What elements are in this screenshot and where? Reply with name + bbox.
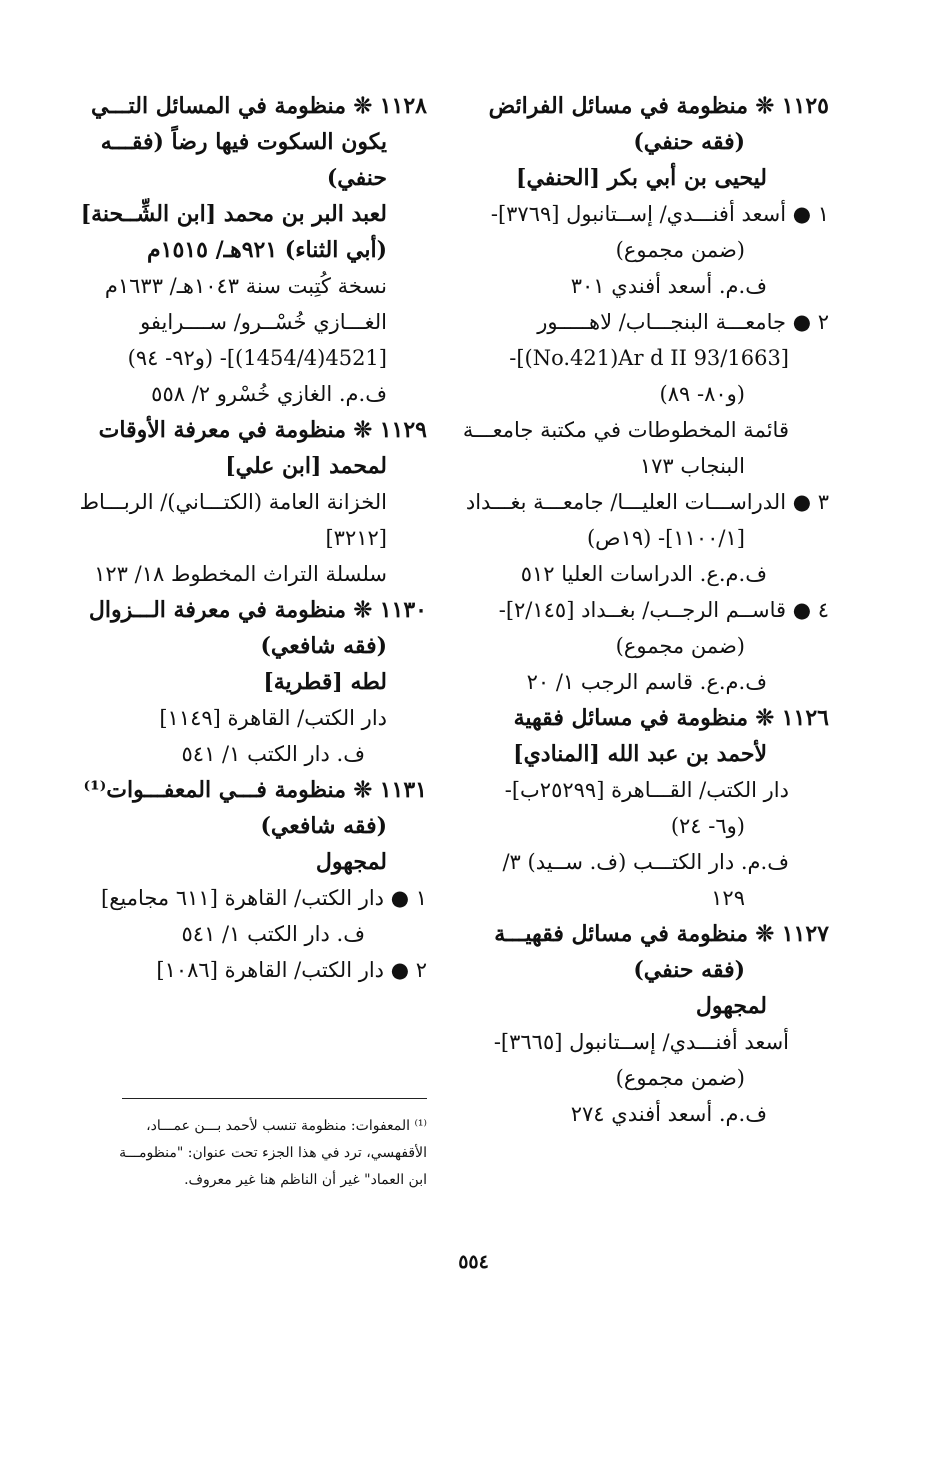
left-column-line [105,808,427,844]
right-column [462,88,829,1132]
left-column-line [105,520,427,556]
line-text: سلسلة التراث المخطوط ١٨/ ١٢٣ [94,562,387,586]
right-column-line [484,808,829,844]
right-column-line [484,916,829,952]
line-text: ف.م.ع. قاسم الرجب ١/ ٢٠ [526,670,767,694]
line-text: (فقه شافعي) [260,633,387,659]
left-column-line [105,232,427,268]
left-column-line [100,124,427,160]
left-column-line [105,340,427,376]
line-text: يكون السكوت فيها رضاً (فقـــه [100,129,387,155]
right-column-line [484,772,829,808]
line-text: (و٦- ٢٤) [670,814,745,838]
right-column-line [484,700,829,736]
left-column-line [105,916,427,952]
right-column-line [484,160,829,196]
right-column-line [484,736,829,772]
right-column-line [484,952,829,988]
right-column-line [484,628,829,664]
line-text: لأحمد بن عبد الله [المنادي] [513,741,767,767]
line-text: دار الكتب/ القاهرة [١١٤٩] [159,706,387,730]
line-text: (أبي الثناء) ٩٢١هـ/ ١٥١٥م [147,237,387,263]
line-text: ٢ ● جامعـــة البنجـــاب/ لاهـــــور [537,310,829,334]
line-text: دار الكتب/ القـــاهرة [٢٥٢٩٩ب]- [504,778,789,802]
line-text: لطه [قطرية] [263,669,387,695]
line-text: البنجاب ١٧٣ [639,454,745,478]
left-column-line [94,556,427,592]
line-text: (ضمن مجموع) [615,1066,745,1090]
footnote-line: الأقفهسي، ترد في هذا الجزء تحت عنوان: "منظومـــة [119,1145,427,1161]
left-column-line [105,628,427,664]
line-text: الخزانة العامة (الكتـــاني)/ الربـــاط [79,490,387,514]
right-column-line [484,1096,829,1132]
line-text: (فقه حنفي) [633,957,745,983]
right-column-line [465,484,829,520]
line-text: ١١٢٥ ❊ منظومة في مسائل الفرائض [488,93,829,119]
right-column-line [484,880,829,916]
line-text: حنفي) [326,165,387,191]
line-text: [٣٢١٢] [325,526,387,550]
line-text: ف.م.ع. الدراسات العليا ٥١٢ [520,562,767,586]
left-column-line [80,196,427,232]
right-column-line [484,988,829,1024]
line-text: (فقه شافعي) [260,813,387,839]
footnote-separator [122,1098,427,1099]
right-column-line [484,1060,829,1096]
line-text: ٤ ● قاســم الرجــب/ بغــداد [٢/١٤٥]- [498,598,829,622]
right-column-line [484,196,829,232]
left-column-line [105,376,427,412]
page-number: ٥٥٤ [458,1251,489,1273]
right-column-line [462,412,829,448]
line-text: أسعد أفنـــدي/ إســتانبول [٣٦٦٥]- [493,1030,789,1054]
line-text: ١٢٩ [711,886,745,910]
right-column-line [484,664,829,700]
line-text: الغـــازي خُسْــرو/ ســــرايفو [140,310,387,334]
right-column-line [484,268,829,304]
left-column-line [105,952,427,988]
footnote-line: ⁽¹⁾ المعفوات: منظومة تنسب لأحمد بـــن عمـــاد، [146,1118,427,1134]
line-text: لمجهول [695,993,767,1019]
line-text: (ضمن مجموع) [615,238,745,262]
line-text: ١١٢٧ ❊ منظومة في مسائل فقهيـــة [494,921,829,947]
right-column-line [484,340,829,376]
right-column-line [484,1024,829,1060]
line-text: ٢ ● دار الكتب/ القاهرة [١٠٨٦] [156,958,427,982]
left-column-line [79,484,427,520]
left-column-line [105,700,427,736]
line-text: ١١٢٨ ❊ منظومة في المسائل التـــي [90,93,427,119]
line-text: ٣ ● الدراســـات العليـــا/ جامعـــة بغـــداد [465,490,829,514]
line-text: ليحيى بن أبي بكر [الحنفي] [516,165,767,191]
line-text: ١١٣٠ ❊ منظومة في معرفة الـــزوال [88,597,427,623]
line-text: ف.م. أسعد أفندي ٢٧٤ [570,1102,767,1126]
line-text: ١١٢٩ ❊ منظومة في معرفة الأوقات [98,417,427,443]
right-column-line [484,304,829,340]
left-column-line [98,412,427,448]
right-column-line [484,376,829,412]
right-column-line [484,232,829,268]
right-column-line [484,124,829,160]
line-text: لمجهول [315,849,387,875]
line-text: ١١٢٦ ❊ منظومة في مسائل فقهية [513,705,829,731]
left-column-line [105,736,427,772]
left-column-line [105,268,427,304]
line-text: قائمة المخطوطات في مكتبة جامعـــة [462,418,789,442]
left-column [79,88,427,988]
line-text: ف. دار الكتب ١/ ٥٤١ [181,742,365,766]
line-text: لعبد البر بن محمد [ابن الشِّــحنة] [80,201,387,227]
right-column-line [484,520,829,556]
left-column-line [88,592,427,628]
left-column-line [101,880,427,916]
line-text: (ضمن مجموع) [615,634,745,658]
left-column-line [105,448,427,484]
line-text: -[(No.421)Ar d II 93/1663] [509,346,789,370]
line-text: ١ ● أسعد أفنـــدي/ إســتانبول [٣٧٦٩]- [490,202,829,226]
left-column-line [105,844,427,880]
left-column-line [90,88,427,124]
line-text: لمحمد [ابن علي] [225,453,387,479]
line-text: ف. دار الكتب ١/ ٥٤١ [181,922,365,946]
line-text: ف.م. أسعد أفندي ٣٠١ [570,274,767,298]
footnote [119,1113,427,1194]
right-column-line [484,448,829,484]
right-column-line [484,844,829,880]
line-text: ١ ● دار الكتب/ القاهرة [٦١١ مجاميع] [101,886,427,910]
line-text: [١١٠٠/١]- (١٩ص) [586,526,745,550]
right-column-line [484,88,829,124]
line-text: ف.م. دار الكتـــب (ف. ســيد) ٣/ [502,850,789,874]
line-text: ف.م. الغازي خُسْرو ٢/ ٥٥٨ [151,382,387,406]
left-column-line [105,304,427,340]
left-column-line [105,160,427,196]
right-column-line [484,556,829,592]
right-column-line [484,592,829,628]
footnote-line: ابن العماد" غير أن الناظم هنا غير معروف. [184,1172,427,1188]
line-text: (و٨٠- ٨٩) [659,382,745,406]
line-text: نسخة كُتِبت سنة ١٠٤٣هـ/ ١٦٣٣م [104,274,387,298]
line-text: ١١٣١ ❊ منظومة فـــي المعفـــوات⁽¹⁾ [83,777,427,803]
left-column-line [83,772,427,808]
line-text: (فقه حنفي) [633,129,745,155]
line-text: [4521(1454/4)]- (و٩٢- ٩٤) [127,346,387,370]
left-column-line [105,664,427,700]
